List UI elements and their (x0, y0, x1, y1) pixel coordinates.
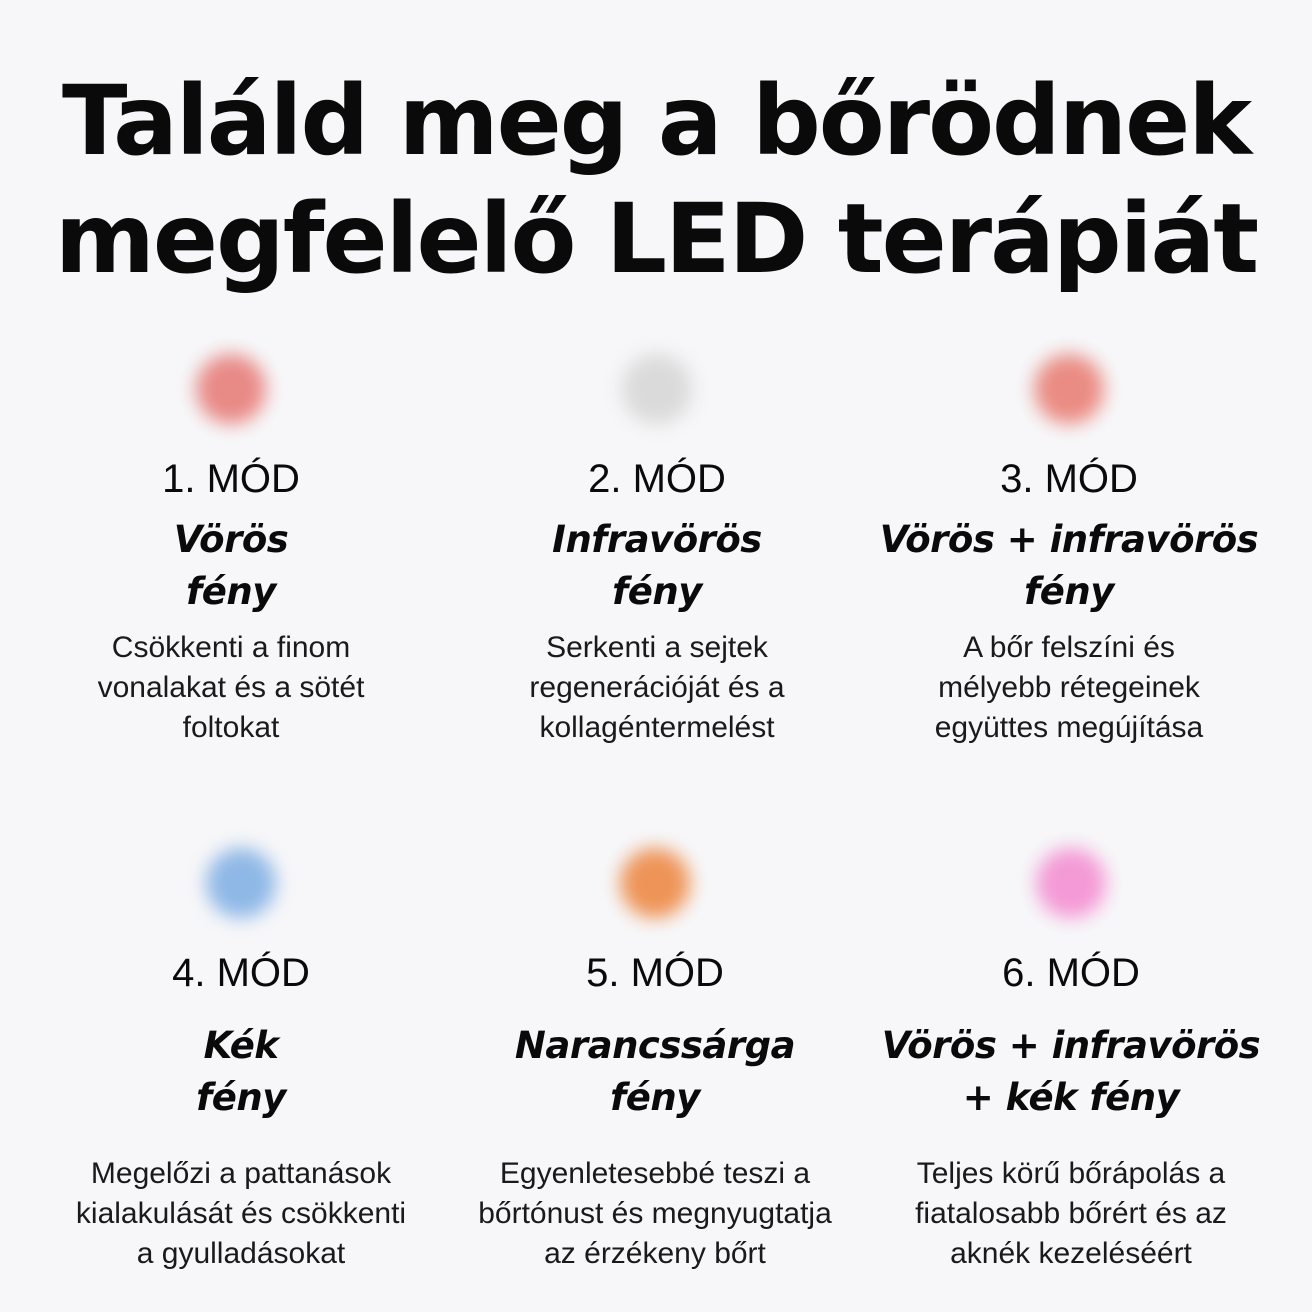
mode-description-line-1: A bőr felszíni és (963, 631, 1175, 664)
mode-description-line-3: az érzékeny bőrt (544, 1237, 766, 1270)
mode-description (864, 628, 1274, 748)
mode-name-line-1: Kék (203, 1024, 279, 1067)
mode-description-line-1: Serkenti a sejtek (546, 631, 768, 664)
mode-description-line-1: Megelőzi a pattanások (90, 1157, 392, 1190)
mode-description (26, 628, 436, 748)
mode-description (452, 628, 862, 748)
red-infrared-blue-light-glow-icon (1036, 848, 1106, 918)
mode-description-line-2: fiatalosabb bőrért és az (915, 1197, 1227, 1230)
red-light-glow-icon (196, 354, 266, 424)
mode-number: 5. MÓD (586, 951, 724, 995)
mode-name (36, 1020, 446, 1124)
mode-name (452, 514, 862, 618)
mode-description-line-3: aknék kezeléséért (950, 1237, 1192, 1270)
mode-description-line-3: a gyulladásokat (136, 1237, 346, 1270)
mode-description-line-2: mélyebb rétegeinek (938, 671, 1200, 704)
mode-number: 1. MÓD (162, 457, 300, 501)
mode-name-line-1: Infravörös (552, 518, 762, 561)
mode-name-line-2: fény (196, 1076, 286, 1119)
mode-description-line-3: kollagéntermelést (539, 711, 775, 744)
mode-number: 4. MÓD (172, 951, 310, 995)
mode-name-line-1: Vörös + infravörös (881, 1024, 1261, 1067)
mode-name (450, 1020, 860, 1124)
mode-name (26, 514, 436, 618)
mode-name-line-2: fény (610, 1076, 700, 1119)
mode-description-line-2: kialakulását és csökkenti (75, 1197, 407, 1230)
blue-light-glow-icon (206, 848, 276, 918)
mode-description-line-3: foltokat (182, 711, 280, 744)
mode-name-line-2: fény (186, 570, 276, 613)
infrared-light-glow-icon (622, 354, 692, 424)
mode-card-2 (452, 350, 862, 770)
mode-description (866, 1154, 1276, 1274)
mode-description (36, 1154, 446, 1274)
mode-description-line-1: Csökkenti a finom (111, 631, 351, 664)
page-title-line-2: megfelelő LED terápiát (54, 183, 1258, 295)
page-title (0, 62, 1312, 298)
mode-name (864, 514, 1274, 618)
mode-card-1 (26, 350, 436, 770)
mode-description-line-1: Egyenletesebbé teszi a (499, 1157, 811, 1190)
mode-card-3 (864, 350, 1274, 770)
mode-name-line-2: + kék fény (962, 1076, 1180, 1119)
mode-name-line-2: fény (1024, 570, 1114, 613)
mode-name-line-1: Vörös (173, 518, 289, 561)
red-infrared-light-glow-icon (1034, 354, 1104, 424)
mode-number: 3. MÓD (1000, 457, 1138, 501)
mode-description-line-2: regenerációját és a (529, 671, 785, 704)
mode-name-line-2: fény (612, 570, 702, 613)
mode-name-line-1: Vörös + infravörös (879, 518, 1259, 561)
mode-description-line-1: Teljes körű bőrápolás a (916, 1157, 1226, 1190)
page-title-line-1: Találd meg a bőrödnek (61, 65, 1251, 177)
mode-card-4 (36, 844, 446, 1274)
mode-description (450, 1154, 860, 1274)
mode-card-5 (450, 844, 860, 1274)
mode-description-line-3: együttes megújítása (934, 711, 1204, 744)
mode-description-line-2: vonalakat és a sötét (97, 671, 365, 704)
mode-name-line-1: Narancssárga (514, 1024, 796, 1067)
mode-card-6 (866, 844, 1276, 1274)
orange-light-glow-icon (620, 848, 690, 918)
mode-description-line-2: bőrtónust és megnyugtatja (478, 1197, 832, 1230)
mode-name (866, 1020, 1276, 1124)
mode-number: 6. MÓD (1002, 951, 1140, 995)
mode-number: 2. MÓD (588, 457, 726, 501)
